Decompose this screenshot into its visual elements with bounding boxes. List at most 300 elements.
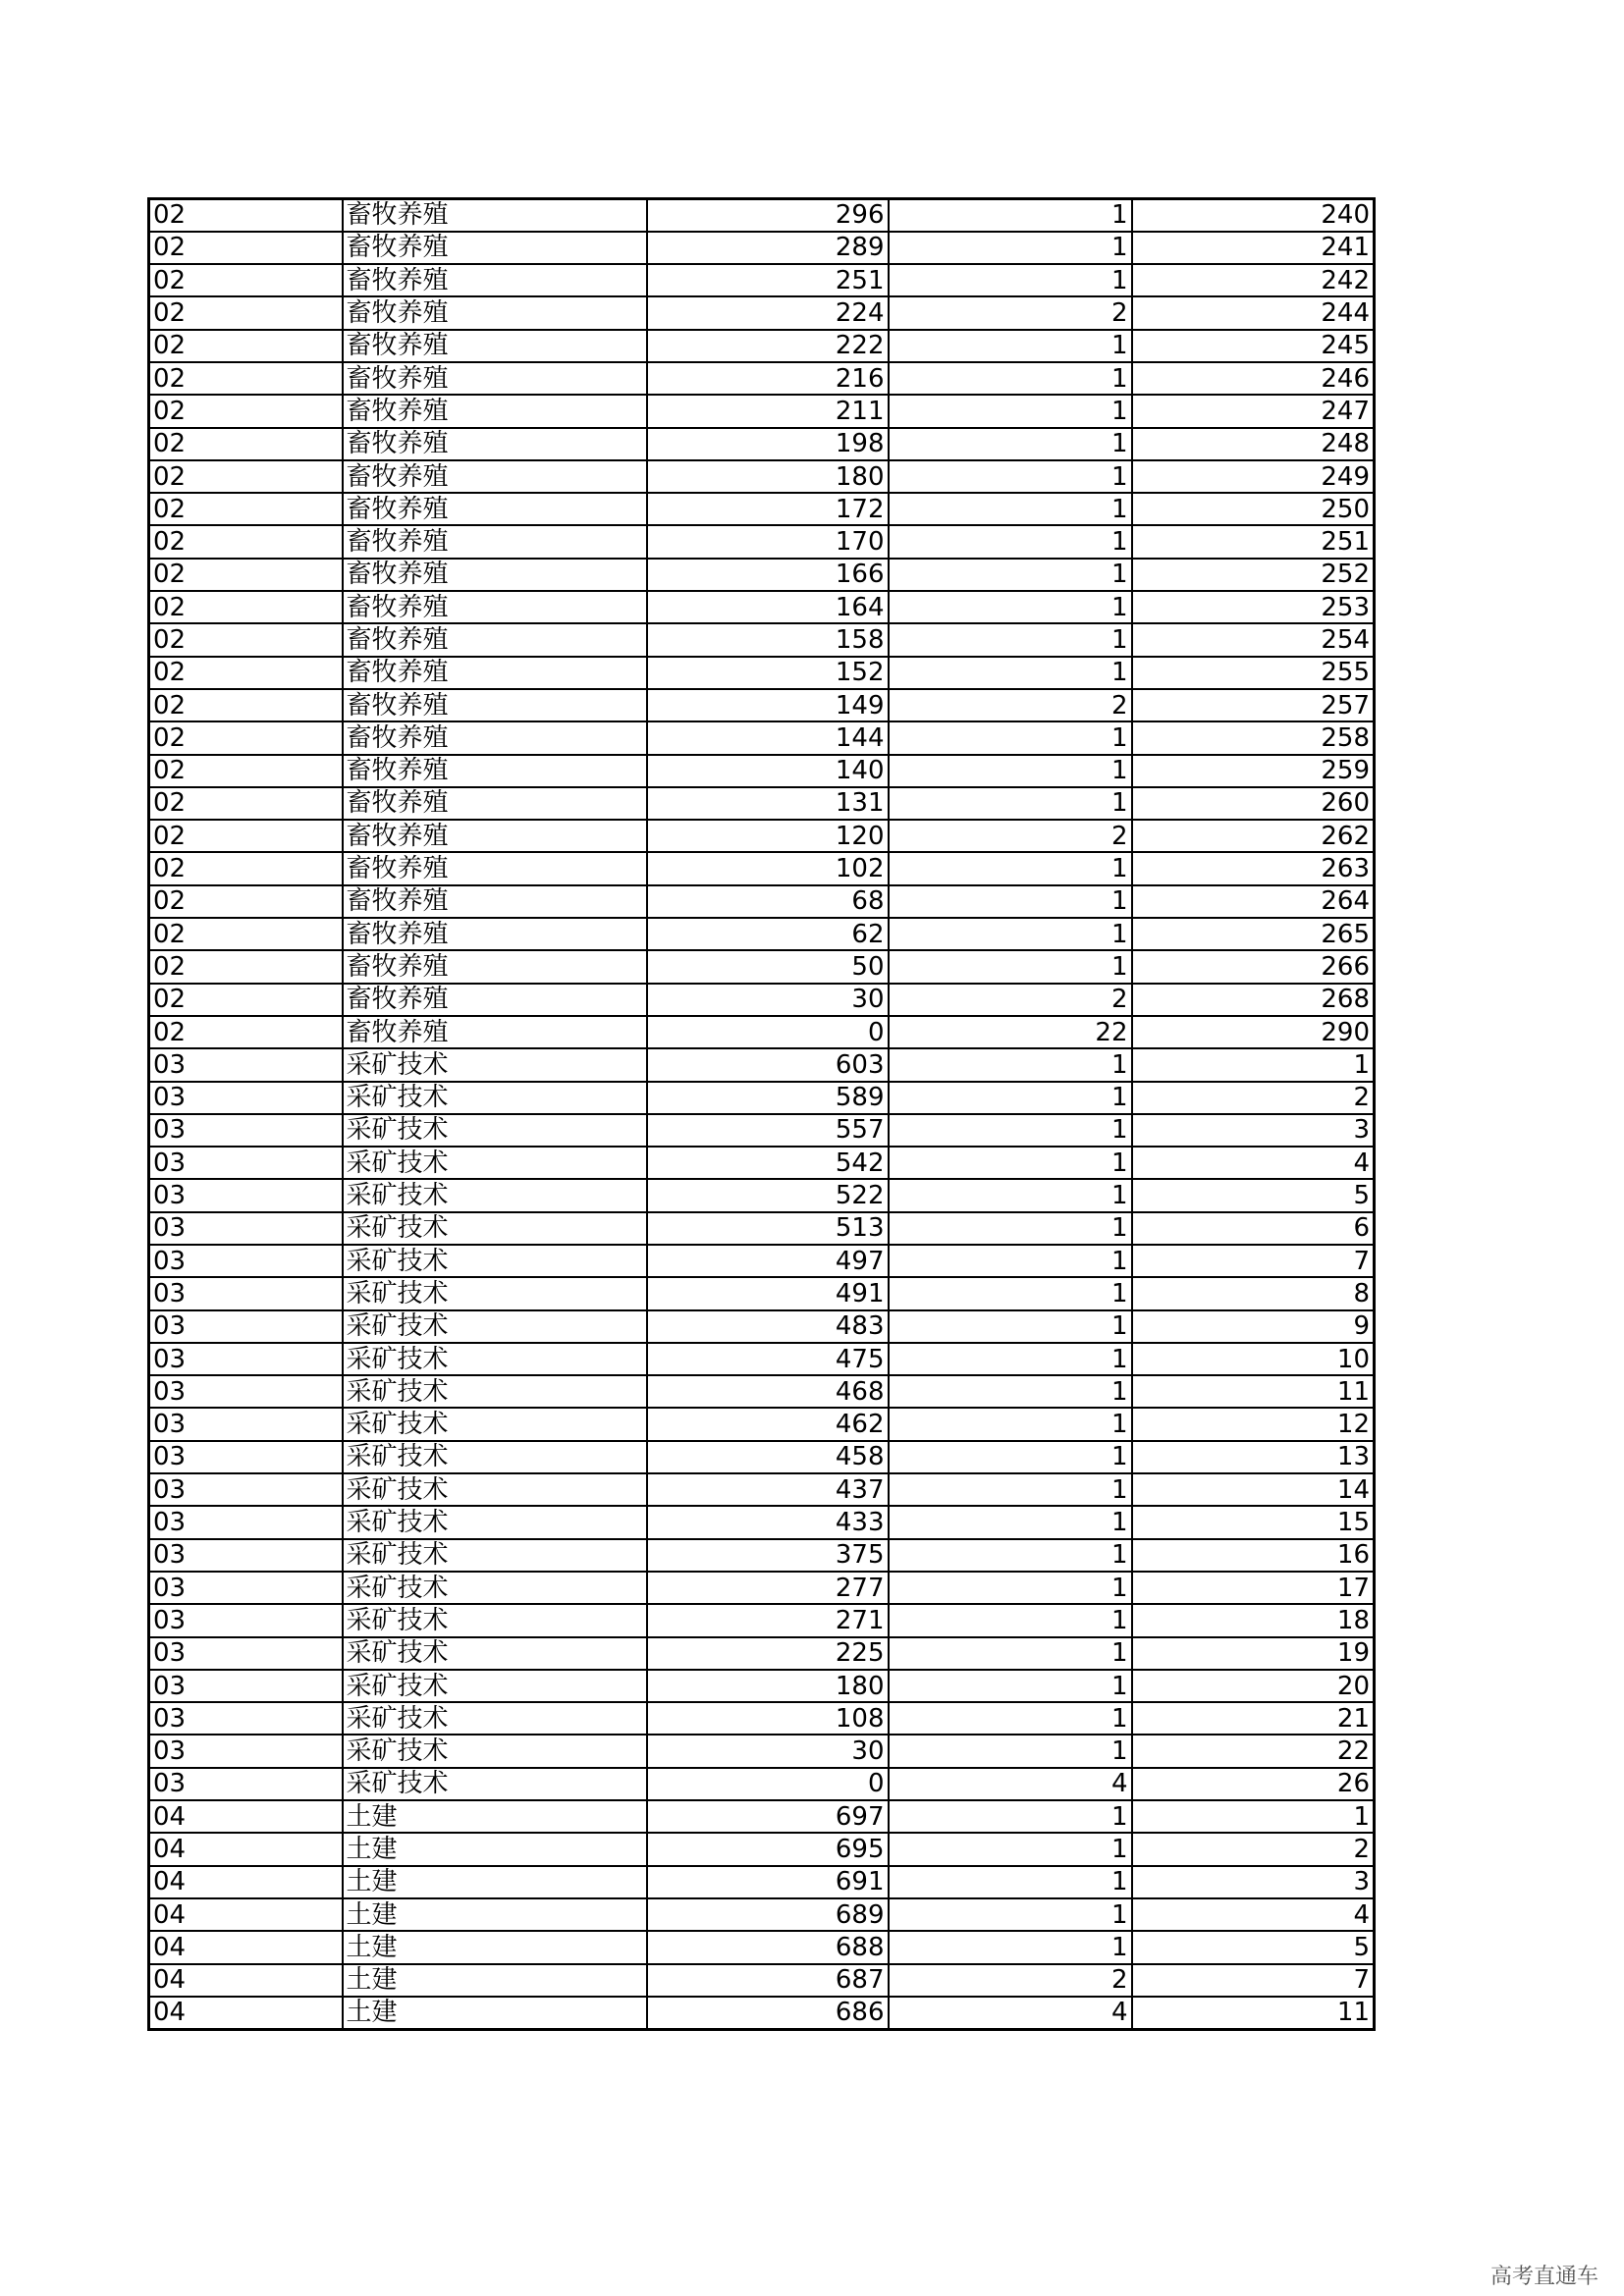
major-name-cell: 畜牧养殖 bbox=[343, 1016, 647, 1048]
cumulative-rank-cell: 3 bbox=[1132, 1114, 1375, 1147]
score-cell: 152 bbox=[647, 657, 889, 689]
major-code-cell: 04 bbox=[149, 1931, 343, 1963]
major-code-cell: 04 bbox=[149, 1964, 343, 1997]
score-cell: 144 bbox=[647, 721, 889, 754]
table-row bbox=[149, 721, 1375, 754]
major-code-cell: 03 bbox=[149, 1114, 343, 1147]
cumulative-rank-cell: 248 bbox=[1132, 428, 1375, 460]
count-cell: 1 bbox=[889, 559, 1132, 591]
count-cell: 1 bbox=[889, 1702, 1132, 1735]
major-code-cell: 04 bbox=[149, 1800, 343, 1833]
count-cell: 1 bbox=[889, 460, 1132, 493]
major-code-cell: 02 bbox=[149, 852, 343, 884]
cumulative-rank-cell: 11 bbox=[1132, 1997, 1375, 2029]
major-code-cell: 03 bbox=[149, 1245, 343, 1277]
cumulative-rank-cell: 241 bbox=[1132, 232, 1375, 264]
count-cell: 1 bbox=[889, 1637, 1132, 1670]
major-name-cell: 畜牧养殖 bbox=[343, 330, 647, 362]
count-cell: 1 bbox=[889, 1473, 1132, 1506]
count-cell: 1 bbox=[889, 1931, 1132, 1963]
score-cell: 140 bbox=[647, 755, 889, 787]
score-cell: 697 bbox=[647, 1800, 889, 1833]
score-cell: 251 bbox=[647, 264, 889, 296]
major-code-cell: 02 bbox=[149, 657, 343, 689]
major-name-cell: 畜牧养殖 bbox=[343, 755, 647, 787]
cumulative-rank-cell: 15 bbox=[1132, 1506, 1375, 1538]
major-code-cell: 02 bbox=[149, 820, 343, 852]
cumulative-rank-cell: 242 bbox=[1132, 264, 1375, 296]
major-name-cell: 土建 bbox=[343, 1964, 647, 1997]
table-row bbox=[149, 1016, 1375, 1048]
score-cell: 108 bbox=[647, 1702, 889, 1735]
major-name-cell: 采矿技术 bbox=[343, 1441, 647, 1473]
table-row bbox=[149, 885, 1375, 918]
major-name-cell: 土建 bbox=[343, 1931, 647, 1963]
score-cell: 164 bbox=[647, 591, 889, 623]
score-cell: 158 bbox=[647, 623, 889, 656]
count-cell: 1 bbox=[889, 1147, 1132, 1179]
score-cell: 172 bbox=[647, 493, 889, 525]
table-row bbox=[149, 525, 1375, 558]
cumulative-rank-cell: 7 bbox=[1132, 1245, 1375, 1277]
count-cell: 1 bbox=[889, 755, 1132, 787]
major-name-cell: 采矿技术 bbox=[343, 1604, 647, 1636]
cumulative-rank-cell: 250 bbox=[1132, 493, 1375, 525]
major-code-cell: 03 bbox=[149, 1735, 343, 1767]
table-row bbox=[149, 1408, 1375, 1440]
score-cell: 289 bbox=[647, 232, 889, 264]
score-cell: 166 bbox=[647, 559, 889, 591]
major-name-cell: 采矿技术 bbox=[343, 1408, 647, 1440]
count-cell: 2 bbox=[889, 984, 1132, 1016]
major-code-cell: 03 bbox=[149, 1147, 343, 1179]
table-row bbox=[149, 1212, 1375, 1245]
score-cell: 542 bbox=[647, 1147, 889, 1179]
cumulative-rank-cell: 5 bbox=[1132, 1931, 1375, 1963]
score-cell: 522 bbox=[647, 1179, 889, 1211]
table-row bbox=[149, 330, 1375, 362]
cumulative-rank-cell: 257 bbox=[1132, 689, 1375, 721]
score-cell: 375 bbox=[647, 1539, 889, 1572]
count-cell: 1 bbox=[889, 787, 1132, 820]
score-cell: 180 bbox=[647, 460, 889, 493]
major-name-cell: 畜牧养殖 bbox=[343, 885, 647, 918]
count-cell: 1 bbox=[889, 918, 1132, 950]
count-cell: 1 bbox=[889, 591, 1132, 623]
score-cell: 198 bbox=[647, 428, 889, 460]
table-row bbox=[149, 1898, 1375, 1931]
score-cell: 589 bbox=[647, 1082, 889, 1114]
count-cell: 1 bbox=[889, 525, 1132, 558]
table-row bbox=[149, 623, 1375, 656]
cumulative-rank-cell: 268 bbox=[1132, 984, 1375, 1016]
count-cell: 1 bbox=[889, 1408, 1132, 1440]
major-name-cell: 畜牧养殖 bbox=[343, 296, 647, 329]
table-row bbox=[149, 428, 1375, 460]
major-code-cell: 03 bbox=[149, 1670, 343, 1702]
table-row bbox=[149, 460, 1375, 493]
cumulative-rank-cell: 14 bbox=[1132, 1473, 1375, 1506]
cumulative-rank-cell: 260 bbox=[1132, 787, 1375, 820]
table-row bbox=[149, 1147, 1375, 1179]
major-code-cell: 04 bbox=[149, 1997, 343, 2029]
major-code-cell: 03 bbox=[149, 1212, 343, 1245]
major-name-cell: 土建 bbox=[343, 1833, 647, 1865]
table-row bbox=[149, 591, 1375, 623]
major-name-cell: 采矿技术 bbox=[343, 1702, 647, 1735]
score-cell: 30 bbox=[647, 984, 889, 1016]
cumulative-rank-cell: 7 bbox=[1132, 1964, 1375, 1997]
major-code-cell: 02 bbox=[149, 428, 343, 460]
major-name-cell: 采矿技术 bbox=[343, 1147, 647, 1179]
score-cell: 211 bbox=[647, 395, 889, 427]
cumulative-rank-cell: 6 bbox=[1132, 1212, 1375, 1245]
major-code-cell: 02 bbox=[149, 525, 343, 558]
score-cell: 437 bbox=[647, 1473, 889, 1506]
major-code-cell: 02 bbox=[149, 623, 343, 656]
count-cell: 1 bbox=[889, 232, 1132, 264]
score-cell: 513 bbox=[647, 1212, 889, 1245]
score-cell: 695 bbox=[647, 1833, 889, 1865]
count-cell: 1 bbox=[889, 721, 1132, 754]
cumulative-rank-cell: 9 bbox=[1132, 1310, 1375, 1343]
count-cell: 1 bbox=[889, 1048, 1132, 1081]
major-code-cell: 03 bbox=[149, 1506, 343, 1538]
major-name-cell: 采矿技术 bbox=[343, 1670, 647, 1702]
score-cell: 216 bbox=[647, 362, 889, 395]
major-name-cell: 采矿技术 bbox=[343, 1375, 647, 1408]
table-row bbox=[149, 1768, 1375, 1800]
major-code-cell: 02 bbox=[149, 689, 343, 721]
table-row bbox=[149, 1866, 1375, 1898]
cumulative-rank-cell: 5 bbox=[1132, 1179, 1375, 1211]
cumulative-rank-cell: 1 bbox=[1132, 1800, 1375, 1833]
table-row bbox=[149, 820, 1375, 852]
score-cell: 68 bbox=[647, 885, 889, 918]
table-row bbox=[149, 1702, 1375, 1735]
watermark-text: 高考直通车 bbox=[1490, 2265, 1599, 2289]
cumulative-rank-cell: 266 bbox=[1132, 950, 1375, 983]
major-name-cell: 畜牧养殖 bbox=[343, 820, 647, 852]
major-code-cell: 02 bbox=[149, 591, 343, 623]
major-code-cell: 03 bbox=[149, 1473, 343, 1506]
table-row bbox=[149, 1833, 1375, 1865]
table-row bbox=[149, 1473, 1375, 1506]
score-cell: 0 bbox=[647, 1016, 889, 1048]
cumulative-rank-cell: 252 bbox=[1132, 559, 1375, 591]
major-code-cell: 02 bbox=[149, 885, 343, 918]
count-cell: 2 bbox=[889, 689, 1132, 721]
cumulative-rank-cell: 10 bbox=[1132, 1343, 1375, 1375]
score-table bbox=[147, 197, 1376, 2031]
cumulative-rank-cell: 13 bbox=[1132, 1441, 1375, 1473]
cumulative-rank-cell: 244 bbox=[1132, 296, 1375, 329]
cumulative-rank-cell: 1 bbox=[1132, 1048, 1375, 1081]
major-name-cell: 畜牧养殖 bbox=[343, 950, 647, 983]
cumulative-rank-cell: 4 bbox=[1132, 1898, 1375, 1931]
count-cell: 1 bbox=[889, 950, 1132, 983]
score-cell: 458 bbox=[647, 1441, 889, 1473]
major-name-cell: 采矿技术 bbox=[343, 1310, 647, 1343]
cumulative-rank-cell: 265 bbox=[1132, 918, 1375, 950]
major-code-cell: 03 bbox=[149, 1277, 343, 1309]
count-cell: 1 bbox=[889, 1670, 1132, 1702]
table-row bbox=[149, 1539, 1375, 1572]
cumulative-rank-cell: 17 bbox=[1132, 1572, 1375, 1604]
score-cell: 149 bbox=[647, 689, 889, 721]
major-name-cell: 采矿技术 bbox=[343, 1048, 647, 1081]
table-row bbox=[149, 1735, 1375, 1767]
major-code-cell: 03 bbox=[149, 1702, 343, 1735]
table-row bbox=[149, 232, 1375, 264]
count-cell: 2 bbox=[889, 296, 1132, 329]
cumulative-rank-cell: 264 bbox=[1132, 885, 1375, 918]
score-cell: 468 bbox=[647, 1375, 889, 1408]
major-code-cell: 02 bbox=[149, 918, 343, 950]
table-row bbox=[149, 1637, 1375, 1670]
count-cell: 4 bbox=[889, 1997, 1132, 2029]
table-row bbox=[149, 755, 1375, 787]
major-name-cell: 采矿技术 bbox=[343, 1179, 647, 1211]
major-name-cell: 采矿技术 bbox=[343, 1343, 647, 1375]
major-name-cell: 采矿技术 bbox=[343, 1572, 647, 1604]
major-code-cell: 02 bbox=[149, 559, 343, 591]
major-code-cell: 03 bbox=[149, 1441, 343, 1473]
major-name-cell: 畜牧养殖 bbox=[343, 264, 647, 296]
major-name-cell: 采矿技术 bbox=[343, 1212, 647, 1245]
count-cell: 1 bbox=[889, 1735, 1132, 1767]
count-cell: 1 bbox=[889, 1114, 1132, 1147]
major-code-cell: 04 bbox=[149, 1898, 343, 1931]
count-cell: 1 bbox=[889, 1277, 1132, 1309]
table-row bbox=[149, 199, 1375, 232]
major-code-cell: 03 bbox=[149, 1572, 343, 1604]
table-row bbox=[149, 852, 1375, 884]
major-code-cell: 02 bbox=[149, 264, 343, 296]
table-row bbox=[149, 918, 1375, 950]
count-cell: 1 bbox=[889, 1539, 1132, 1572]
count-cell: 1 bbox=[889, 657, 1132, 689]
table-row bbox=[149, 1277, 1375, 1309]
major-code-cell: 04 bbox=[149, 1833, 343, 1865]
count-cell: 1 bbox=[889, 428, 1132, 460]
cumulative-rank-cell: 259 bbox=[1132, 755, 1375, 787]
cumulative-rank-cell: 290 bbox=[1132, 1016, 1375, 1048]
score-cell: 462 bbox=[647, 1408, 889, 1440]
major-name-cell: 土建 bbox=[343, 1800, 647, 1833]
major-code-cell: 03 bbox=[149, 1539, 343, 1572]
score-cell: 603 bbox=[647, 1048, 889, 1081]
table-row bbox=[149, 1441, 1375, 1473]
table-row bbox=[149, 1082, 1375, 1114]
major-name-cell: 畜牧养殖 bbox=[343, 918, 647, 950]
major-name-cell: 土建 bbox=[343, 1866, 647, 1898]
table-row bbox=[149, 1343, 1375, 1375]
table-row bbox=[149, 1604, 1375, 1636]
cumulative-rank-cell: 251 bbox=[1132, 525, 1375, 558]
major-name-cell: 采矿技术 bbox=[343, 1082, 647, 1114]
major-name-cell: 畜牧养殖 bbox=[343, 428, 647, 460]
count-cell: 1 bbox=[889, 199, 1132, 232]
major-code-cell: 04 bbox=[149, 1866, 343, 1898]
score-cell: 180 bbox=[647, 1670, 889, 1702]
count-cell: 1 bbox=[889, 362, 1132, 395]
score-cell: 62 bbox=[647, 918, 889, 950]
count-cell: 22 bbox=[889, 1016, 1132, 1048]
major-name-cell: 采矿技术 bbox=[343, 1245, 647, 1277]
count-cell: 2 bbox=[889, 820, 1132, 852]
major-name-cell: 畜牧养殖 bbox=[343, 623, 647, 656]
cumulative-rank-cell: 21 bbox=[1132, 1702, 1375, 1735]
count-cell: 1 bbox=[889, 395, 1132, 427]
count-cell: 1 bbox=[889, 1898, 1132, 1931]
count-cell: 1 bbox=[889, 330, 1132, 362]
count-cell: 1 bbox=[889, 1375, 1132, 1408]
cumulative-rank-cell: 18 bbox=[1132, 1604, 1375, 1636]
major-code-cell: 02 bbox=[149, 362, 343, 395]
major-name-cell: 采矿技术 bbox=[343, 1637, 647, 1670]
major-code-cell: 03 bbox=[149, 1375, 343, 1408]
cumulative-rank-cell: 3 bbox=[1132, 1866, 1375, 1898]
table-row bbox=[149, 1800, 1375, 1833]
count-cell: 1 bbox=[889, 1212, 1132, 1245]
major-name-cell: 畜牧养殖 bbox=[343, 721, 647, 754]
score-cell: 271 bbox=[647, 1604, 889, 1636]
table-row bbox=[149, 296, 1375, 329]
table-row bbox=[149, 1997, 1375, 2029]
table-row bbox=[149, 984, 1375, 1016]
major-name-cell: 畜牧养殖 bbox=[343, 852, 647, 884]
major-code-cell: 03 bbox=[149, 1343, 343, 1375]
major-name-cell: 畜牧养殖 bbox=[343, 689, 647, 721]
count-cell: 1 bbox=[889, 885, 1132, 918]
major-code-cell: 02 bbox=[149, 395, 343, 427]
table-row bbox=[149, 493, 1375, 525]
cumulative-rank-cell: 262 bbox=[1132, 820, 1375, 852]
cumulative-rank-cell: 255 bbox=[1132, 657, 1375, 689]
major-code-cell: 02 bbox=[149, 755, 343, 787]
cumulative-rank-cell: 4 bbox=[1132, 1147, 1375, 1179]
cumulative-rank-cell: 2 bbox=[1132, 1082, 1375, 1114]
table-row bbox=[149, 1179, 1375, 1211]
cumulative-rank-cell: 263 bbox=[1132, 852, 1375, 884]
score-cell: 0 bbox=[647, 1768, 889, 1800]
table-row bbox=[149, 689, 1375, 721]
cumulative-rank-cell: 19 bbox=[1132, 1637, 1375, 1670]
count-cell: 1 bbox=[889, 1179, 1132, 1211]
count-cell: 1 bbox=[889, 623, 1132, 656]
score-cell: 224 bbox=[647, 296, 889, 329]
major-name-cell: 土建 bbox=[343, 1997, 647, 2029]
major-name-cell: 畜牧养殖 bbox=[343, 591, 647, 623]
cumulative-rank-cell: 22 bbox=[1132, 1735, 1375, 1767]
count-cell: 1 bbox=[889, 1506, 1132, 1538]
score-cell: 686 bbox=[647, 1997, 889, 2029]
cumulative-rank-cell: 26 bbox=[1132, 1768, 1375, 1800]
count-cell: 2 bbox=[889, 1964, 1132, 1997]
major-code-cell: 02 bbox=[149, 296, 343, 329]
score-cell: 689 bbox=[647, 1898, 889, 1931]
score-cell: 688 bbox=[647, 1931, 889, 1963]
score-cell: 277 bbox=[647, 1572, 889, 1604]
count-cell: 1 bbox=[889, 493, 1132, 525]
cumulative-rank-cell: 240 bbox=[1132, 199, 1375, 232]
major-name-cell: 畜牧养殖 bbox=[343, 362, 647, 395]
count-cell: 1 bbox=[889, 1604, 1132, 1636]
major-name-cell: 畜牧养殖 bbox=[343, 559, 647, 591]
major-name-cell: 畜牧养殖 bbox=[343, 232, 647, 264]
table-row bbox=[149, 1310, 1375, 1343]
score-cell: 475 bbox=[647, 1343, 889, 1375]
count-cell: 1 bbox=[889, 1082, 1132, 1114]
table-row bbox=[149, 657, 1375, 689]
score-cell: 50 bbox=[647, 950, 889, 983]
table-row bbox=[149, 1931, 1375, 1963]
major-code-cell: 02 bbox=[149, 721, 343, 754]
count-cell: 1 bbox=[889, 1343, 1132, 1375]
score-cell: 491 bbox=[647, 1277, 889, 1309]
major-name-cell: 采矿技术 bbox=[343, 1277, 647, 1309]
count-cell: 1 bbox=[889, 1441, 1132, 1473]
cumulative-rank-cell: 2 bbox=[1132, 1833, 1375, 1865]
table-row bbox=[149, 787, 1375, 820]
score-cell: 222 bbox=[647, 330, 889, 362]
major-name-cell: 土建 bbox=[343, 1898, 647, 1931]
score-cell: 30 bbox=[647, 1735, 889, 1767]
cumulative-rank-cell: 12 bbox=[1132, 1408, 1375, 1440]
major-name-cell: 畜牧养殖 bbox=[343, 525, 647, 558]
table-row bbox=[149, 950, 1375, 983]
count-cell: 1 bbox=[889, 1800, 1132, 1833]
major-name-cell: 畜牧养殖 bbox=[343, 460, 647, 493]
cumulative-rank-cell: 11 bbox=[1132, 1375, 1375, 1408]
table-row bbox=[149, 1375, 1375, 1408]
major-code-cell: 02 bbox=[149, 1016, 343, 1048]
count-cell: 1 bbox=[889, 1866, 1132, 1898]
table-row bbox=[149, 1506, 1375, 1538]
score-cell: 483 bbox=[647, 1310, 889, 1343]
major-code-cell: 03 bbox=[149, 1179, 343, 1211]
score-cell: 225 bbox=[647, 1637, 889, 1670]
score-cell: 120 bbox=[647, 820, 889, 852]
major-name-cell: 畜牧养殖 bbox=[343, 657, 647, 689]
cumulative-rank-cell: 246 bbox=[1132, 362, 1375, 395]
major-name-cell: 畜牧养殖 bbox=[343, 787, 647, 820]
major-name-cell: 畜牧养殖 bbox=[343, 199, 647, 232]
cumulative-rank-cell: 254 bbox=[1132, 623, 1375, 656]
major-code-cell: 02 bbox=[149, 950, 343, 983]
cumulative-rank-cell: 245 bbox=[1132, 330, 1375, 362]
score-cell: 102 bbox=[647, 852, 889, 884]
major-code-cell: 02 bbox=[149, 199, 343, 232]
major-name-cell: 采矿技术 bbox=[343, 1735, 647, 1767]
score-cell: 170 bbox=[647, 525, 889, 558]
count-cell: 4 bbox=[889, 1768, 1132, 1800]
count-cell: 1 bbox=[889, 1245, 1132, 1277]
count-cell: 1 bbox=[889, 1572, 1132, 1604]
table-row bbox=[149, 1670, 1375, 1702]
score-cell: 296 bbox=[647, 199, 889, 232]
major-code-cell: 02 bbox=[149, 232, 343, 264]
major-code-cell: 02 bbox=[149, 330, 343, 362]
major-code-cell: 02 bbox=[149, 493, 343, 525]
score-cell: 131 bbox=[647, 787, 889, 820]
cumulative-rank-cell: 249 bbox=[1132, 460, 1375, 493]
major-name-cell: 畜牧养殖 bbox=[343, 395, 647, 427]
count-cell: 1 bbox=[889, 1310, 1132, 1343]
major-code-cell: 02 bbox=[149, 460, 343, 493]
score-cell: 433 bbox=[647, 1506, 889, 1538]
